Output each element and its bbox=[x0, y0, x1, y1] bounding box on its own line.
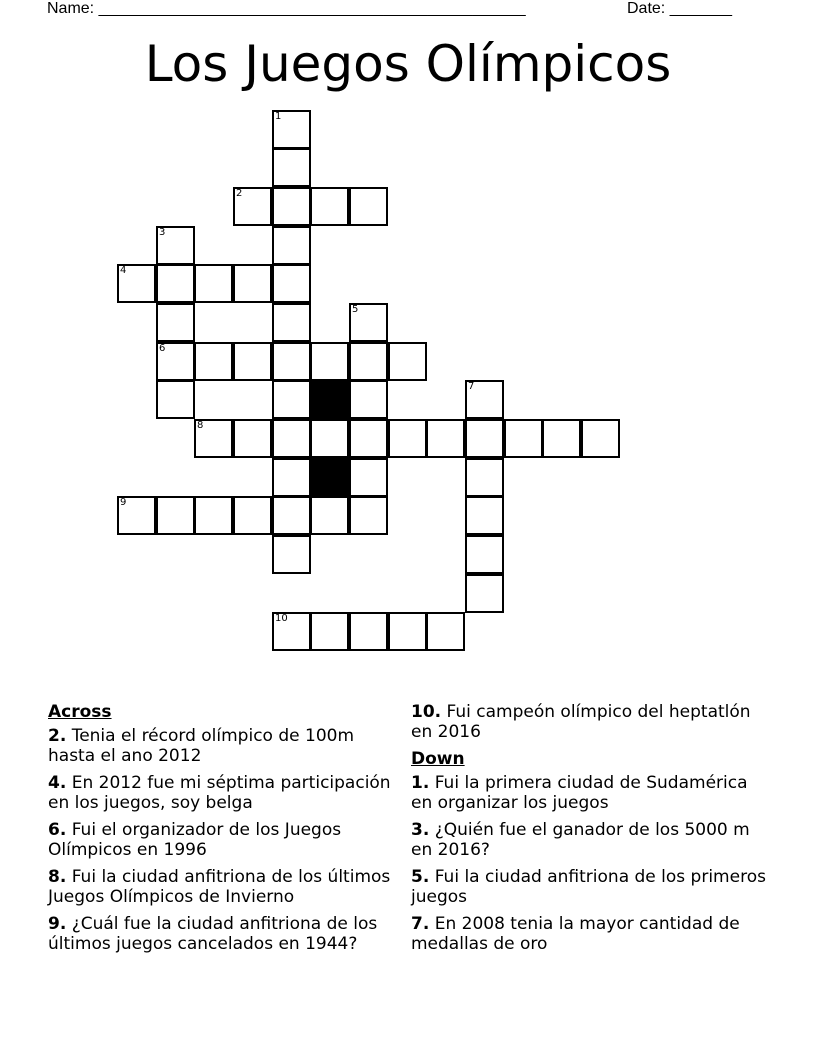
grid-cell[interactable] bbox=[117, 264, 156, 303]
clue-text: ¿Quién fue el ganador de los 5000 m en 2016? bbox=[411, 820, 750, 860]
grid-cell[interactable] bbox=[465, 458, 504, 497]
across-heading: Across bbox=[48, 702, 112, 722]
clue-number: 9 bbox=[120, 497, 127, 508]
grid-cell[interactable] bbox=[349, 419, 388, 458]
grid-cell[interactable] bbox=[349, 342, 388, 381]
clue-text: En 2012 fue mi séptima participación en los juegos, soy belga bbox=[48, 773, 391, 813]
clue-text: Fui la ciudad anfitriona de los últimos Juegos Olímpicos de Invierno bbox=[48, 867, 391, 907]
grid-cell[interactable] bbox=[388, 612, 427, 651]
grid-cell[interactable] bbox=[272, 226, 311, 265]
grid-cell[interactable] bbox=[349, 187, 388, 226]
clue-number: 10 bbox=[275, 613, 288, 624]
grid-cell[interactable] bbox=[465, 380, 504, 419]
clues-right-column bbox=[411, 700, 771, 961]
grid-cell[interactable] bbox=[272, 148, 311, 187]
clue-number-label: 3. bbox=[411, 820, 430, 840]
black-cell bbox=[310, 380, 349, 419]
clue-text: Tenia el récord olímpico de 100m hasta el ano 2012 bbox=[48, 726, 355, 766]
clue-number-label: 7. bbox=[411, 914, 430, 934]
grid-cell[interactable] bbox=[349, 380, 388, 419]
clue-number-label: 10. bbox=[411, 702, 442, 722]
clue-number: 7 bbox=[468, 381, 475, 392]
grid-cell[interactable] bbox=[465, 419, 504, 458]
grid-cell[interactable] bbox=[426, 612, 465, 651]
grid-cell[interactable] bbox=[272, 612, 311, 651]
clue-text: Fui la primera ciudad de Sudamérica en organizar los juegos bbox=[411, 773, 748, 813]
grid-cell[interactable] bbox=[310, 419, 349, 458]
grid-cell[interactable] bbox=[310, 187, 349, 226]
grid-cell[interactable] bbox=[465, 574, 504, 613]
grid-cell[interactable] bbox=[233, 342, 272, 381]
grid-cell[interactable] bbox=[272, 187, 311, 226]
grid-cell[interactable] bbox=[194, 419, 233, 458]
grid-cell[interactable] bbox=[388, 342, 427, 381]
grid-cell[interactable] bbox=[233, 264, 272, 303]
clue-number-label: 4. bbox=[48, 773, 67, 793]
grid-cell[interactable] bbox=[310, 342, 349, 381]
clue-across-9 bbox=[48, 914, 403, 954]
clue-text: En 2008 tenia la mayor cantidad de medallas de oro bbox=[411, 914, 740, 954]
grid-cell[interactable] bbox=[194, 496, 233, 535]
grid-cell[interactable] bbox=[310, 612, 349, 651]
clue-text: ¿Cuál fue la ciudad anfitriona de los últimos juegos cancelados en 1944? bbox=[48, 914, 378, 954]
date-label: Date: bbox=[627, 0, 666, 17]
grid-cell[interactable] bbox=[349, 458, 388, 497]
grid-cell[interactable] bbox=[194, 264, 233, 303]
clue-text: Fui campeón olímpico del heptatlón en 2016 bbox=[411, 702, 751, 742]
clue-text: Fui el organizador de los Juegos Olímpicos en 1996 bbox=[48, 820, 342, 860]
grid-cell[interactable] bbox=[388, 419, 427, 458]
date-blank[interactable]: _______ bbox=[669, 0, 732, 17]
grid-cell[interactable] bbox=[272, 110, 311, 149]
grid-cell[interactable] bbox=[194, 342, 233, 381]
grid-cell[interactable] bbox=[272, 496, 311, 535]
grid-cell[interactable] bbox=[349, 496, 388, 535]
clue-number: 3 bbox=[159, 227, 166, 238]
grid-cell[interactable] bbox=[542, 419, 581, 458]
grid-cell[interactable] bbox=[156, 342, 195, 381]
name-blank[interactable]: ________________________________________________ bbox=[98, 0, 526, 17]
clue-down-1 bbox=[411, 773, 771, 813]
grid-cell[interactable] bbox=[581, 419, 620, 458]
grid-cell[interactable] bbox=[156, 496, 195, 535]
grid-cell[interactable] bbox=[156, 380, 195, 419]
clue-across-6 bbox=[48, 820, 403, 860]
grid-cell[interactable] bbox=[156, 303, 195, 342]
grid-cell[interactable] bbox=[156, 226, 195, 265]
grid-cell[interactable] bbox=[465, 535, 504, 574]
grid-cell[interactable] bbox=[233, 419, 272, 458]
grid-cell[interactable] bbox=[310, 496, 349, 535]
clue-number-label: 2. bbox=[48, 726, 67, 746]
grid-cell[interactable] bbox=[465, 496, 504, 535]
grid-cell[interactable] bbox=[117, 496, 156, 535]
black-cell bbox=[310, 458, 349, 497]
clue-number-label: 5. bbox=[411, 867, 430, 887]
clue-number-label: 9. bbox=[48, 914, 67, 934]
clue-across-4 bbox=[48, 773, 403, 813]
clue-down-7 bbox=[411, 914, 771, 954]
clue-number-label: 1. bbox=[411, 773, 430, 793]
grid-cell[interactable] bbox=[272, 419, 311, 458]
grid-cell[interactable] bbox=[349, 612, 388, 651]
clue-number: 5 bbox=[352, 304, 359, 315]
clue-number: 2 bbox=[236, 188, 243, 199]
clue-number: 1 bbox=[275, 111, 282, 122]
clue-number-label: 6. bbox=[48, 820, 67, 840]
grid-cell[interactable] bbox=[272, 342, 311, 381]
grid-cell[interactable] bbox=[349, 303, 388, 342]
clue-number: 6 bbox=[159, 343, 166, 354]
clue-across-8 bbox=[48, 867, 403, 907]
clue-number: 8 bbox=[197, 420, 204, 431]
clue-number-label: 8. bbox=[48, 867, 67, 887]
grid-cell[interactable] bbox=[272, 380, 311, 419]
grid-cell[interactable] bbox=[272, 303, 311, 342]
grid-cell[interactable] bbox=[272, 535, 311, 574]
down-heading: Down bbox=[411, 749, 465, 769]
clue-number: 4 bbox=[120, 265, 127, 276]
clue-down-3 bbox=[411, 820, 771, 860]
name-label: Name: bbox=[47, 0, 95, 17]
grid-cell[interactable] bbox=[233, 187, 272, 226]
page-title: Los Juegos Olímpicos bbox=[144, 35, 672, 93]
grid-cell[interactable] bbox=[504, 419, 543, 458]
clue-across-2 bbox=[48, 726, 403, 766]
grid-cell[interactable] bbox=[272, 458, 311, 497]
grid-cell[interactable] bbox=[156, 264, 195, 303]
clue-down-5 bbox=[411, 867, 771, 907]
clues-left-column bbox=[48, 700, 403, 961]
clue-text: Fui la ciudad anfitriona de los primeros juegos bbox=[411, 867, 766, 907]
grid-cell[interactable] bbox=[233, 496, 272, 535]
grid-cell[interactable] bbox=[426, 419, 465, 458]
grid-cell[interactable] bbox=[272, 264, 311, 303]
clue-across-10 bbox=[411, 702, 771, 742]
